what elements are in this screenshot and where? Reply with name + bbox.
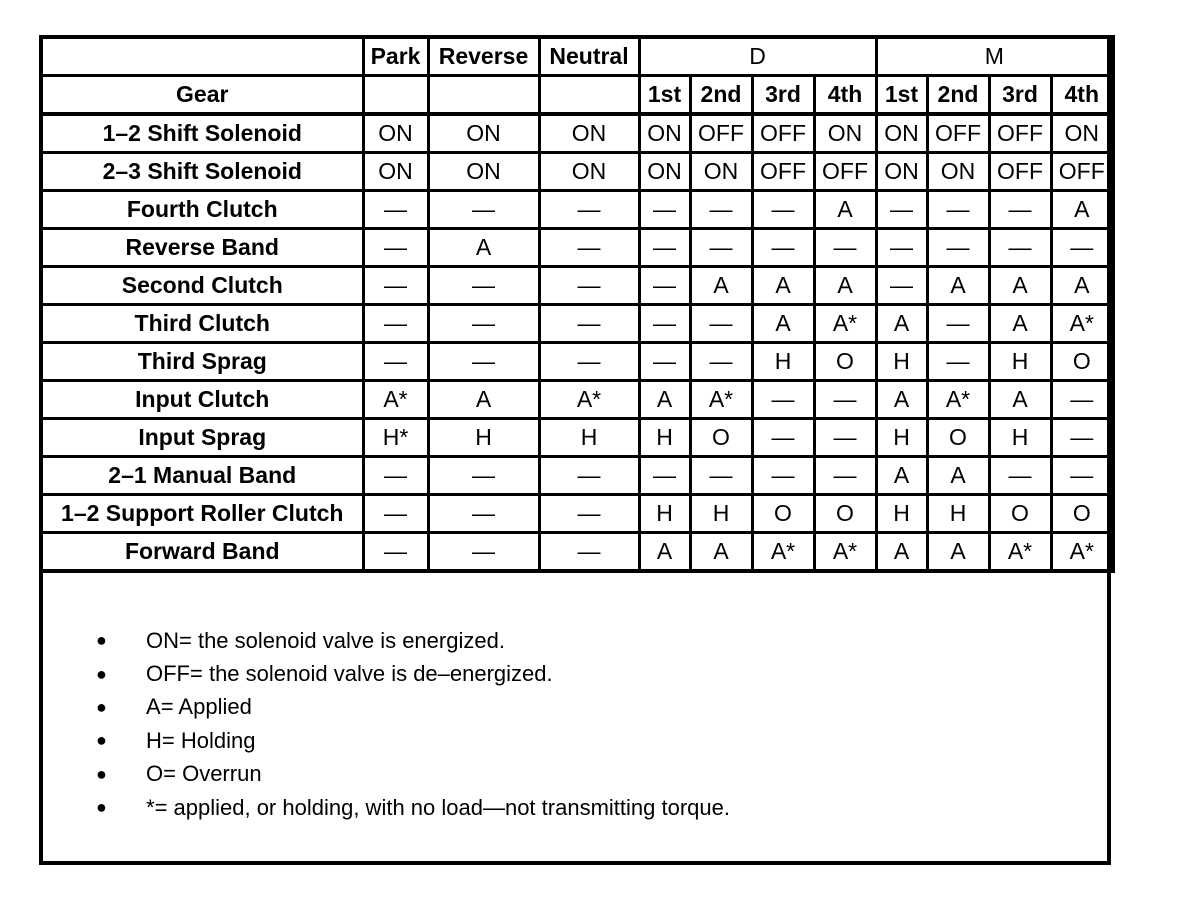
table-cell: H [989,343,1051,381]
table-cell: A [989,267,1051,305]
table-cell: — [927,343,989,381]
table-cell: — [428,305,539,343]
header-park: Park [363,37,428,76]
table-cell: — [363,457,428,495]
table-cell: A* [814,305,876,343]
legend-text: = the solenoid valve is de–energized. [190,661,553,687]
table-cell: — [639,267,690,305]
table-cell: A [690,267,752,305]
clutch-application-table [39,35,1115,573]
legend-item [96,657,730,690]
table-cell: A [1051,267,1113,305]
table-cell: — [428,191,539,229]
bullet-icon: ● [96,730,107,751]
legend-item [96,758,730,791]
table-cell: A* [1051,533,1113,572]
header-neutral: Neutral [539,37,639,76]
header-blank [41,37,363,76]
bullet-icon: ● [96,630,107,651]
table-cell: — [752,457,814,495]
table-cell: H [876,419,927,457]
table-cell: O [752,495,814,533]
table-cell: — [876,229,927,267]
table-cell: — [428,267,539,305]
table-row [41,343,1113,381]
table-cell: — [363,533,428,572]
header-m: M [876,37,1113,76]
row-label: 1–2 Support Roller Clutch [41,495,363,533]
legend-key: OFF [146,661,190,687]
row-label: Fourth Clutch [41,191,363,229]
gear-m-2nd: 2nd [927,76,989,115]
table-cell: — [752,191,814,229]
table-cell: — [927,229,989,267]
table-cell: — [363,191,428,229]
table-cell: — [639,343,690,381]
table-cell: ON [690,153,752,191]
table-cell: A* [752,533,814,572]
gear-neutral-cell [539,76,639,115]
gear-m-4th: 4th [1051,76,1113,115]
bullet-icon: ● [96,696,107,717]
row-label: 2–3 Shift Solenoid [41,153,363,191]
table-cell: O [1051,495,1113,533]
table-cell: — [1051,457,1113,495]
gear-d-4th: 4th [814,76,876,115]
table-cell: ON [428,114,539,153]
legend-key: ON [146,627,179,653]
table-cell: OFF [1051,153,1113,191]
table-cell: — [539,191,639,229]
table-cell: — [428,343,539,381]
table-cell: ON [639,114,690,153]
table-body [41,114,1113,571]
table-cell: ON [876,114,927,153]
legend-text: = applied, or holding, with no load—not transmitting torque. [154,794,730,820]
gear-park-cell [363,76,428,115]
table-cell: — [363,305,428,343]
table-cell: A* [539,381,639,419]
gear-d-1st: 1st [639,76,690,115]
table-cell: A [927,533,989,572]
table-cell: — [989,457,1051,495]
row-label: Input Sprag [41,419,363,457]
table-row [41,533,1113,572]
table-row [41,114,1113,153]
header-reverse: Reverse [428,37,539,76]
legend-item [96,624,730,657]
table-cell: — [690,191,752,229]
table-cell: — [1051,419,1113,457]
table-cell: — [363,229,428,267]
table-cell: H [927,495,989,533]
legend-item [96,791,730,824]
table-cell: — [690,457,752,495]
table-cell: A [1051,191,1113,229]
table-cell: OFF [814,153,876,191]
table-cell: A [876,305,927,343]
table-cell: ON [1051,114,1113,153]
row-label: Forward Band [41,533,363,572]
table-cell: A* [690,381,752,419]
table-cell: H [428,419,539,457]
table-cell: OFF [690,114,752,153]
bullet-icon: ● [96,763,107,784]
table-cell: A [927,267,989,305]
table-row [41,457,1113,495]
table-cell: H [690,495,752,533]
table-cell: A* [363,381,428,419]
table-cell: — [428,457,539,495]
table-cell: ON [539,153,639,191]
table-cell: A [428,229,539,267]
table-cell: — [539,267,639,305]
table-cell: — [989,191,1051,229]
table-cell: — [363,267,428,305]
table-cell: ON [428,153,539,191]
table-cell: ON [814,114,876,153]
table-cell: O [927,419,989,457]
table-cell: — [539,343,639,381]
table-cell: A [752,305,814,343]
table-cell: H [639,419,690,457]
table-cell: O [814,343,876,381]
table-cell: A* [1051,305,1113,343]
table-cell: OFF [752,153,814,191]
table-cell: — [1051,229,1113,267]
table-cell: A [690,533,752,572]
table-cell: A [989,381,1051,419]
legend-key: * [146,794,155,820]
table-cell: A [814,267,876,305]
table-cell: A [876,533,927,572]
table-cell: A* [927,381,989,419]
table-cell: — [363,343,428,381]
row-label: Third Sprag [41,343,363,381]
table-row [41,305,1113,343]
table-cell: H [752,343,814,381]
table-cell: — [539,533,639,572]
gear-m-3rd: 3rd [989,76,1051,115]
table-cell: ON [927,153,989,191]
table-cell: — [876,191,927,229]
table-cell: — [876,267,927,305]
gear-label: Gear [41,76,363,115]
table-cell: ON [876,153,927,191]
gear-row [41,76,1113,115]
table-cell: A* [989,533,1051,572]
table-cell: OFF [989,153,1051,191]
header-row [41,37,1113,76]
table-cell: OFF [989,114,1051,153]
table-cell: — [539,495,639,533]
table-cell: A* [814,533,876,572]
table-cell: — [989,229,1051,267]
table-cell: — [927,191,989,229]
table-row [41,229,1113,267]
table-cell: H [876,495,927,533]
row-label: 2–1 Manual Band [41,457,363,495]
table-cell: A [876,457,927,495]
table-cell: ON [539,114,639,153]
table-cell: — [639,305,690,343]
table-cell: — [690,229,752,267]
gear-d-3rd: 3rd [752,76,814,115]
table-cell: — [690,343,752,381]
table-row [41,381,1113,419]
table-cell: — [639,457,690,495]
gear-d-2nd: 2nd [690,76,752,115]
table-row [41,191,1113,229]
table-cell: A [989,305,1051,343]
table-cell: H [639,495,690,533]
table-cell: — [539,457,639,495]
legend-key: A [146,694,161,720]
row-label: 1–2 Shift Solenoid [41,114,363,153]
table-cell: — [814,419,876,457]
row-label: Reverse Band [41,229,363,267]
table-cell: ON [363,114,428,153]
legend-item [96,724,730,757]
table-cell: — [539,305,639,343]
table-row [41,267,1113,305]
table-cell: OFF [927,114,989,153]
table-cell: O [690,419,752,457]
legend-item [96,691,730,724]
table-row [41,419,1113,457]
table-cell: ON [639,153,690,191]
table-row [41,495,1113,533]
header-d: D [639,37,876,76]
table-cell: — [927,305,989,343]
bullet-icon: ● [96,797,107,818]
table-cell: O [989,495,1051,533]
table-cell: O [1051,343,1113,381]
row-label: Third Clutch [41,305,363,343]
gear-reverse-cell [428,76,539,115]
table-cell: — [752,381,814,419]
table-cell: — [814,229,876,267]
row-label: Input Clutch [41,381,363,419]
table-cell: H [876,343,927,381]
table-cell: H* [363,419,428,457]
table-cell: — [428,533,539,572]
table-cell: A [927,457,989,495]
legend-text: = Holding [161,727,256,753]
table-cell: — [814,457,876,495]
table-cell: H [539,419,639,457]
table-cell: O [814,495,876,533]
table-cell: A [639,381,690,419]
table-cell: — [690,305,752,343]
table-cell: — [428,495,539,533]
table-cell: — [814,381,876,419]
table-cell: A [814,191,876,229]
table-cell: — [639,229,690,267]
legend-text: = Overrun [163,761,262,787]
legend-text: = the solenoid valve is energized. [179,627,505,653]
legend-key: O [146,761,164,787]
legend-key: H [146,727,162,753]
table-row [41,153,1113,191]
gear-m-1st: 1st [876,76,927,115]
legend-text: = Applied [160,694,252,720]
table-cell: OFF [752,114,814,153]
table-cell: A [752,267,814,305]
table-cell: A [876,381,927,419]
table-cell: H [989,419,1051,457]
bullet-icon: ● [96,663,107,684]
table-cell: — [639,191,690,229]
table-cell: — [752,419,814,457]
table-cell: — [539,229,639,267]
table-cell: A [428,381,539,419]
row-label: Second Clutch [41,267,363,305]
table-cell: A [639,533,690,572]
table-cell: — [752,229,814,267]
legend-list [96,624,730,824]
table-cell: ON [363,153,428,191]
table-cell: — [1051,381,1113,419]
table-cell: — [363,495,428,533]
